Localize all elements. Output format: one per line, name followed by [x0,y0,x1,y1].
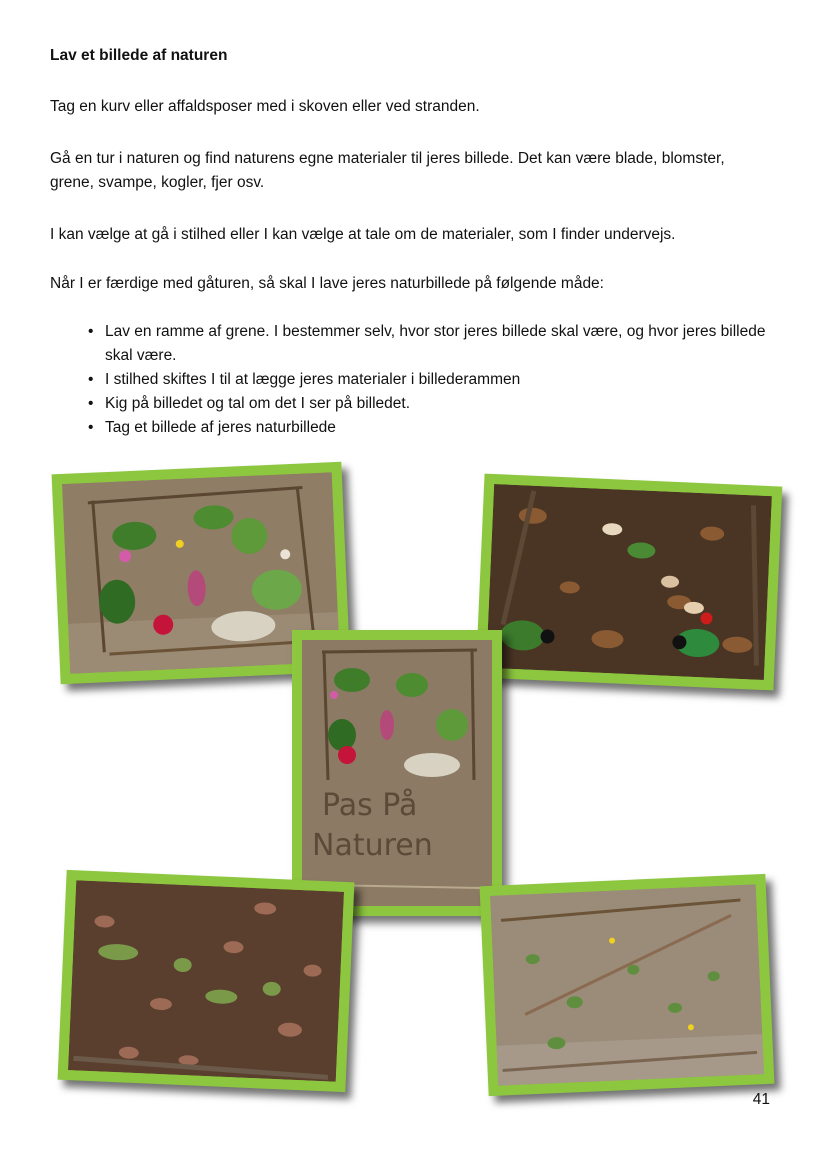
list-item: • Kig på billedet og tal om det I ser på billedet. [50,392,770,416]
ground-text-naturen: Naturen [312,828,433,863]
page-title: Lav et billede af naturen [50,47,228,64]
nature-photo-center [292,630,502,916]
paragraph-silence: I kan vælge at gå i stilhed eller I kan vælge at tale om de materialer, som I finder undervejs. [50,226,676,243]
ground-text-pas-paa: Pas På [322,788,418,823]
paragraph-instructions: Når I er færdige med gåturen, så skal I lave jeres naturbillede på følgende måde: [50,275,604,292]
nature-photo-bottom-right [480,874,775,1096]
instruction-list [50,320,770,440]
list-item: • Tag et billede af jeres naturbillede [50,416,770,440]
page-number: 41 [752,1091,770,1108]
paragraph-basket: Tag en kurv eller affaldsposer med i skoven eller ved stranden. [50,98,480,115]
paragraph-walk: Gå en tur i naturen og find naturens egne materialer til jeres billede. Det kan være blade, blomster, grene, svampe, kogler, fjer osv. [50,150,725,191]
nature-photo-top-right [476,474,783,691]
nature-photo-bottom-left [58,870,355,1092]
list-item: • Lav en ramme af grene. I bestemmer selv, hvor stor jeres billede skal være, og hvor jeres billede skal være. [50,320,770,368]
list-item: • I stilhed skiftes I til at lægge jeres materialer i billederammen [50,368,770,392]
